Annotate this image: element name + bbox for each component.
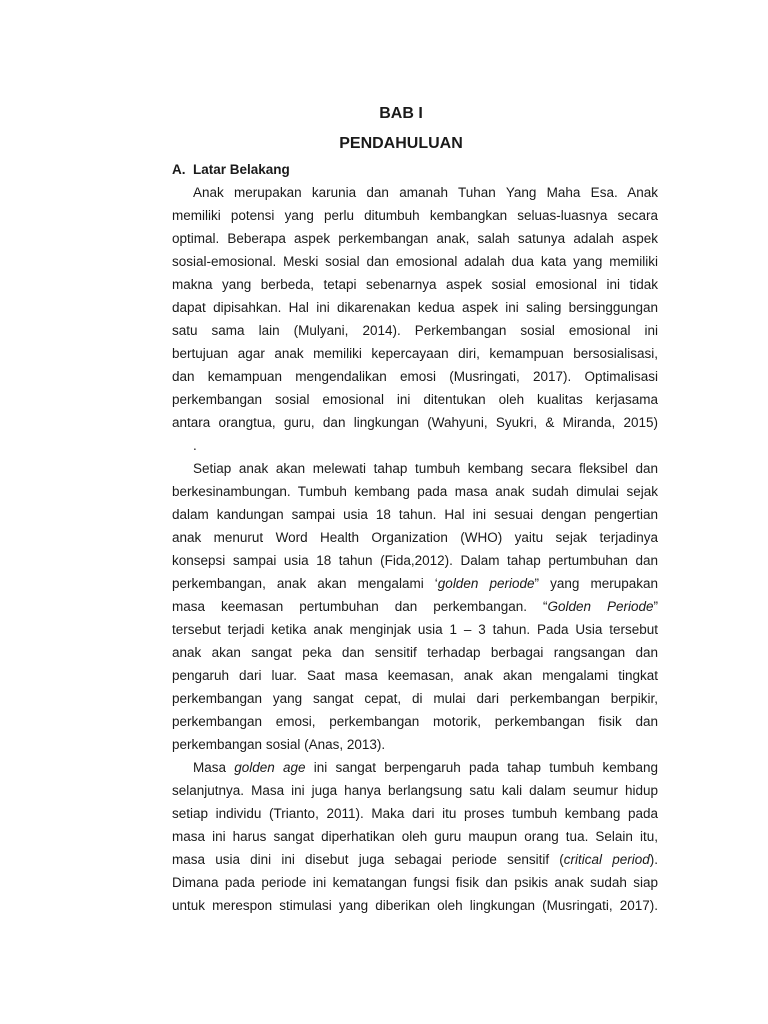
italic-term: critical period [563,852,650,867]
paragraph-line: . [193,438,197,453]
paragraph-line: masa usia dini ini disebut juga sebagai periode sensitif (critical period). [172,852,659,867]
paragraph-line: Dimana pada periode ini kematangan fungsi fisik dan psikis anak sudah siap [172,875,658,890]
paragraph-line: berkesinambungan. Tumbuh kembang pada masa anak sudah dimulai sejak [172,484,658,499]
paragraph-line: anak menurut Word Health Organization (WHO) yaitu sejak terjadinya [172,530,658,545]
paragraph-line: sosial-emosional. Meski sosial dan emosional adalah dua kata yang memiliki [172,254,658,269]
paragraph-line: konsepsi sampai usia 18 tahun (Fida,2012). Dalam tahap pertumbuhan dan [172,553,658,568]
italic-term: golden periode [437,576,535,591]
paragraph-line: masa ini harus sangat diperhatikan oleh guru maupun orang tua. Selain itu, [172,829,658,844]
paragraph-line: perkembangan, anak akan mengalami ‘golden periode” yang merupakan [172,576,658,591]
paragraph-line: pengaruh dari luar. Saat masa keemasan, anak akan mengalami tingkat [172,668,658,683]
section-letter: A. [172,162,186,177]
section-title: Latar Belakang [193,162,290,177]
paragraph-2 [172,457,658,756]
paragraph-line: tersebut terjadi ketika anak menginjak usia 1 – 3 tahun. Pada Usia tersebut [172,622,658,637]
italic-term: golden age [234,760,306,775]
paragraph-line: anak akan sangat peka dan sensitif terhadap berbagai rangsangan dan [172,645,658,660]
paragraph-line: Setiap anak akan melewati tahap tumbuh kembang secara fleksibel dan [193,461,658,476]
paragraph-line: perkembangan yang sangat cepat, di mulai dari perkembangan berpikir, [172,691,658,706]
body-text [172,181,658,917]
paragraph-3 [172,756,658,917]
italic-term: Golden Periode [547,599,654,614]
chapter-title: PENDAHULUAN [339,135,463,152]
section-heading [172,160,290,180]
paragraph-line: satu sama lain (Mulyani, 2014). Perkembangan sosial emosional ini [172,323,658,338]
paragraph-line: dapat dipisahkan. Hal ini dikarenakan kedua aspek ini saling bersinggungan [172,300,658,315]
paragraph-line: perkembangan sosial emosional ini ditentukan oleh kualitas kerjasama [172,392,658,407]
paragraph-line: Anak merupakan karunia dan amanah Tuhan Yang Maha Esa. Anak [193,185,658,200]
paragraph-line: perkembangan sosial (Anas, 2013). [172,737,386,752]
paragraph-line: setiap individu (Trianto, 2011). Maka dari itu proses tumbuh kembang pada [172,806,658,821]
paragraph-line: selanjutnya. Masa ini juga hanya berlangsung satu kali dalam seumur hidup [172,783,658,798]
chapter-number: BAB I [379,105,423,122]
paragraph-line: untuk merespon stimulasi yang diberikan oleh lingkungan (Musringati, 2017). [172,898,658,913]
paragraph-line: dan kemampuan mengendalikan emosi (Musringati, 2017). Optimalisasi [172,369,658,384]
paragraph-line: antara orangtua, guru, dan lingkungan (Wahyuni, Syukri, & Miranda, 2015) [172,415,658,430]
paragraph-1 [172,181,658,457]
paragraph-line: optimal. Beberapa aspek perkembangan anak, salah satunya adalah aspek [172,231,658,246]
paragraph-line: masa keemasan pertumbuhan dan perkembangan. “Golden Periode” [172,599,658,614]
paragraph-line: memiliki potensi yang perlu ditumbuh kembangkan seluas-luasnya secara [172,208,658,223]
paragraph-line: bertujuan agar anak memiliki kepercayaan diri, kemampuan bersosialisasi, [172,346,658,361]
paragraph-line: perkembangan emosi, perkembangan motorik, perkembangan fisik dan [172,714,658,729]
paragraph-line: makna yang berbeda, tetapi sebenarnya aspek sosial emosional ini tidak [172,277,658,292]
paragraph-line: dalam kandungan sampai usia 18 tahun. Hal ini sesuai dengan pengertian [172,507,658,522]
paragraph-line: Masa golden age ini sangat berpengaruh pada tahap tumbuh kembang [193,760,658,775]
